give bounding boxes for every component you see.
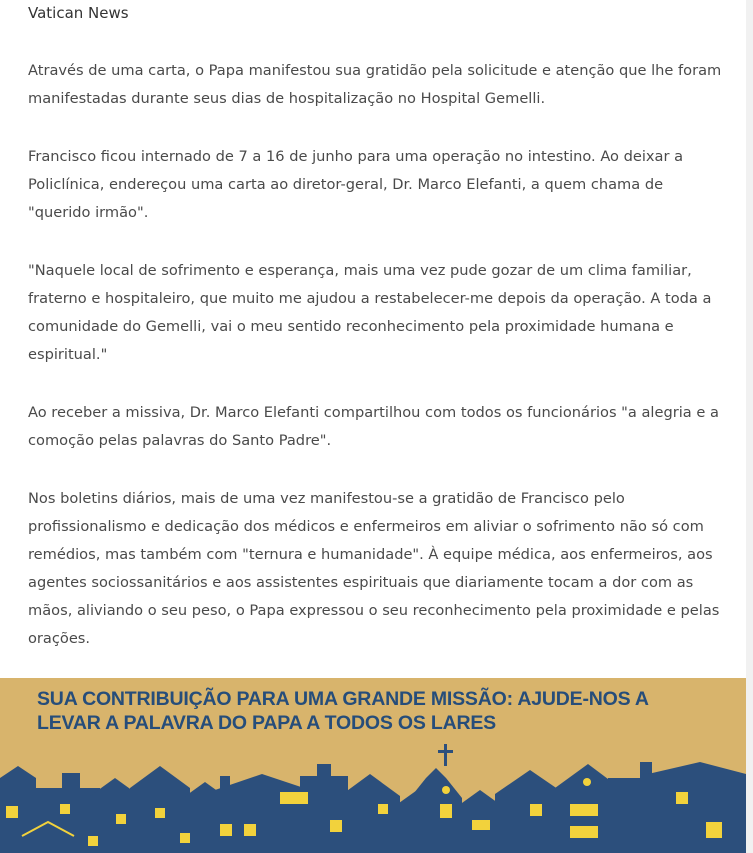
paragraph-line: comoção pelas palavras do Santo Padre". <box>28 432 332 449</box>
paragraph-line: manifestadas durante seus dias de hospitalização no Hospital Gemelli. <box>28 90 546 107</box>
banner-title-line: SUA CONTRIBUIÇÃO PARA UMA GRANDE MISSÃO: AJUDE-NOS A <box>37 688 649 710</box>
paragraph-line: "querido irmão". <box>28 204 149 221</box>
article-source: Vatican News <box>28 4 129 22</box>
paragraph-line: fraterno e hospitaleiro, que muito me ajudou a restabelecer-me depois da operação. A toda a <box>28 290 712 307</box>
paragraph-line: orações. <box>28 630 91 647</box>
banner-title-line: LEVAR A PALAVRA DO PAPA A TODOS OS LARES <box>37 712 496 734</box>
paragraph-line: espiritual." <box>28 346 108 363</box>
article-paragraph-2 <box>28 143 723 227</box>
paragraph-line: Ao receber a missiva, Dr. Marco Elefanti compartilhou com todos os funcionários "a alegria e a <box>28 404 719 421</box>
article-paragraph-3 <box>28 257 723 369</box>
paragraph-line: comunidade do Gemelli, vai o meu sentido reconhecimento pela proximidade humana e <box>28 318 674 335</box>
paragraph-line: Através de uma carta, o Papa manifestou sua gratidão pela solicitude e atenção que lhe foram <box>28 62 722 79</box>
paragraph-line: "Naquele local de sofrimento e esperança, mais uma vez pude gozar de um clima familiar, <box>28 262 692 279</box>
banner-title[interactable] <box>37 687 717 735</box>
donation-banner[interactable] <box>0 678 746 853</box>
paragraph-line: Nos boletins diários, mais de uma vez manifestou-se a gratidão de Francisco pelo <box>28 490 625 507</box>
article-paragraph-5 <box>28 485 723 653</box>
paragraph-line: agentes sociossanitários e aos assistentes espirituais que diariamente tocam a dor com as <box>28 574 694 591</box>
paragraph-line: Francisco ficou internado de 7 a 16 de junho para uma operação no intestino. Ao deixar a <box>28 148 684 165</box>
page-scrollbar[interactable] <box>746 0 753 853</box>
paragraph-line: Policlínica, endereçou uma carta ao diretor-geral, Dr. Marco Elefanti, a quem chama de <box>28 176 664 193</box>
paragraph-line: mãos, aliviando o seu peso, o Papa expressou o seu reconhecimento pela proximidade e pelas <box>28 602 720 619</box>
paragraph-line: profissionalismo e dedicação dos médicos e enfermeiros em aliviar o sofrimento não só com <box>28 518 704 535</box>
article-paragraph-4 <box>28 399 723 455</box>
article-paragraph-1 <box>28 57 723 113</box>
paragraph-line: remédios, mas também com "ternura e humanidade". À equipe médica, aos enfermeiros, aos <box>28 546 713 563</box>
